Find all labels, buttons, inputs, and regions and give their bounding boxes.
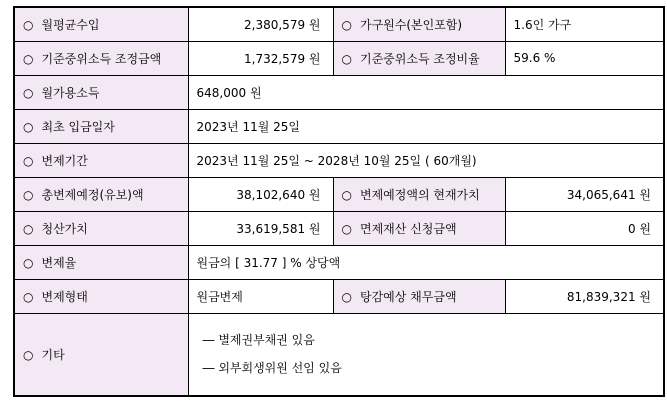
circle-marker-icon: ○	[23, 289, 34, 304]
table-row	[14, 41, 664, 75]
circle-marker-icon: ○	[341, 221, 352, 236]
table-row	[14, 313, 664, 396]
field-label: 면제재산 신청금액	[359, 221, 457, 236]
table-row	[14, 279, 664, 313]
label-cell	[14, 41, 188, 75]
label-cell	[14, 7, 188, 41]
circle-marker-icon: ○	[23, 119, 34, 134]
label-cell	[14, 245, 188, 279]
label-cell	[14, 177, 188, 211]
label-cell	[14, 143, 188, 177]
notes-cell	[188, 313, 664, 396]
value-cell: 38,102,640 원	[188, 177, 333, 211]
field-label: 탕감예상 채무금액	[359, 289, 457, 304]
table-row	[14, 143, 664, 177]
table-row	[14, 7, 664, 41]
table-row	[14, 75, 664, 109]
field-label: 변제형태	[41, 289, 88, 304]
label-cell	[333, 211, 505, 245]
circle-marker-icon: ○	[341, 187, 352, 202]
value-cell: 2023년 11월 25일 ~ 2028년 10월 25일 ( 60개월)	[188, 143, 664, 177]
value-cell: 34,065,641 원	[505, 177, 664, 211]
field-label: 변제기간	[41, 153, 88, 168]
label-cell	[333, 279, 505, 313]
field-label: 월가용소득	[41, 85, 100, 100]
label-cell	[333, 177, 505, 211]
circle-marker-icon: ○	[341, 51, 352, 66]
table-row	[14, 211, 664, 245]
circle-marker-icon: ○	[23, 153, 34, 168]
table-row	[14, 177, 664, 211]
field-label: 가구원수(본인포함)	[359, 17, 463, 32]
field-label: 기준중위소득 조정금액	[41, 51, 162, 66]
circle-marker-icon: ○	[23, 51, 34, 66]
label-cell	[14, 313, 188, 396]
note-item: ― 외부회생위원 선임 있음	[202, 361, 342, 376]
circle-marker-icon: ○	[341, 289, 352, 304]
field-label: 청산가치	[41, 221, 88, 236]
circle-marker-icon: ○	[23, 347, 34, 362]
label-cell	[14, 211, 188, 245]
value-cell: 0 원	[505, 211, 664, 245]
value-cell: 648,000 원	[188, 75, 664, 109]
note-item: ― 별제권부채권 있음	[202, 333, 315, 348]
value-cell: 1,732,579 원	[188, 41, 333, 75]
field-label: 총변제예정(유보)액	[41, 187, 144, 202]
value-cell: 59.6 %	[505, 41, 664, 75]
circle-marker-icon: ○	[23, 187, 34, 202]
field-label: 기타	[41, 347, 65, 362]
field-label: 월평균수입	[41, 17, 100, 32]
field-label: 기준중위소득 조정비율	[359, 51, 480, 66]
value-cell: 2023년 11월 25일	[188, 109, 664, 143]
value-cell: 원금변제	[188, 279, 333, 313]
circle-marker-icon: ○	[23, 221, 34, 236]
table-row	[14, 109, 664, 143]
label-cell	[14, 109, 188, 143]
circle-marker-icon: ○	[23, 17, 34, 32]
field-label: 변제예정액의 현재가치	[359, 187, 480, 202]
value-cell: 81,839,321 원	[505, 279, 664, 313]
value-cell: 2,380,579 원	[188, 7, 333, 41]
field-label: 변제율	[41, 255, 77, 270]
field-label: 최초 입금일자	[41, 119, 115, 134]
label-cell	[14, 279, 188, 313]
circle-marker-icon: ○	[23, 85, 34, 100]
value-cell: 1.6인 가구	[505, 7, 664, 41]
value-cell: 33,619,581 원	[188, 211, 333, 245]
circle-marker-icon: ○	[23, 255, 34, 270]
table-row	[14, 245, 664, 279]
debt-summary-table	[13, 6, 665, 397]
label-cell	[333, 41, 505, 75]
value-cell: 원금의 [ 31.77 ] % 상당액	[188, 245, 664, 279]
label-cell	[14, 75, 188, 109]
circle-marker-icon: ○	[341, 17, 352, 32]
label-cell	[333, 7, 505, 41]
